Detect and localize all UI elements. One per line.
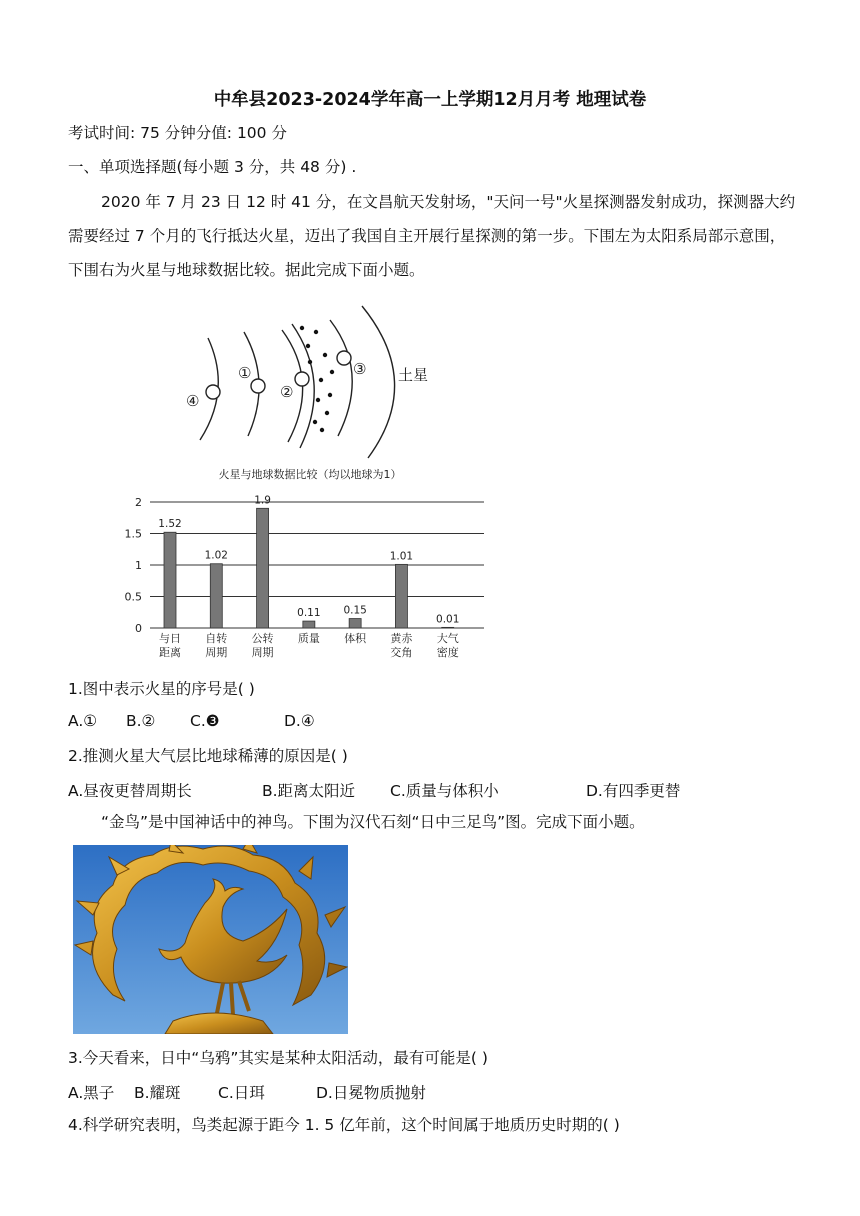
x-tick-label: 距离 bbox=[159, 646, 181, 659]
data-label: 1.9 bbox=[254, 494, 271, 507]
q1-option-d[interactable]: D.④ bbox=[284, 712, 315, 730]
x-tick-label: 周期 bbox=[205, 646, 228, 659]
q2-stem: 2.推测火星大气层比地球稀薄的原因是( ) bbox=[68, 747, 348, 765]
label-saturn: 土星 bbox=[398, 366, 429, 384]
x-tick-label: 交角 bbox=[390, 646, 413, 659]
q1-stem: 1.图中表示火星的序号是( ) bbox=[68, 680, 255, 698]
q1-option-b[interactable]: B.② bbox=[126, 712, 156, 730]
exam-title: 中牟县2023-2024学年高一上学期12月月考 地理试卷 bbox=[213, 90, 647, 110]
q4-stem: 4.科学研究表明，鸟类起源于距今 1. 5 亿年前，这个时间属于地质历史时期的( ) bbox=[68, 1116, 620, 1134]
bar bbox=[210, 564, 222, 628]
q2-option-a[interactable]: A.昼夜更替周期长 bbox=[68, 782, 192, 800]
data-label: 1.01 bbox=[389, 550, 414, 563]
q2-option-d[interactable]: D.有四季更替 bbox=[586, 782, 681, 800]
bar bbox=[349, 619, 361, 628]
orbit-arc-saturn bbox=[362, 306, 395, 458]
x-tick-label: 大气 bbox=[436, 632, 459, 645]
bar bbox=[257, 508, 269, 628]
data-label: 1.02 bbox=[204, 549, 228, 562]
label-1: ① bbox=[238, 364, 252, 382]
y-tick-label: 2 bbox=[135, 496, 142, 509]
q3-stem: 3.今天看来，日中“乌鸦”其实是某种太阳活动，最有可能是( ) bbox=[68, 1049, 488, 1067]
passage-tianwen: 2020 年 7 月 23 日 12 时 41 分，在文昌航天发射场，"天问一号"火星探测器发射成功，探测器大约需要经过 7 个月的飞行抵达火星，迈出了我国自主开展行星探测的第一步。下围左为太阳系局部示意围，下围右为火星与地球数据比较。据此完成下面小题。 bbox=[68, 193, 796, 279]
x-tick-label: 周期 bbox=[251, 646, 274, 659]
data-label: 1.52 bbox=[158, 518, 182, 531]
mars-earth-bar-chart bbox=[120, 464, 500, 664]
y-tick-label: 1 bbox=[135, 559, 142, 572]
q1-option-c[interactable]: C.❸ bbox=[190, 712, 220, 730]
planet-1 bbox=[251, 379, 265, 393]
data-label: 0.11 bbox=[297, 607, 321, 620]
x-tick-label: 与日 bbox=[159, 632, 181, 645]
q3-option-d[interactable]: D.日冕物质抛射 bbox=[316, 1084, 426, 1102]
q1-option-a[interactable]: A.① bbox=[68, 712, 98, 730]
bar bbox=[303, 621, 315, 628]
y-tick-label: 1.5 bbox=[124, 527, 142, 541]
exam-info: 考试时间: 75 分钟分值: 100 分 bbox=[68, 124, 287, 142]
q3-option-c[interactable]: C.日珥 bbox=[218, 1084, 265, 1102]
section-heading: 一、单项选择题(每小题 3 分，共 48 分) . bbox=[68, 158, 357, 176]
x-tick-label: 自转 bbox=[205, 632, 228, 645]
x-tick-label: 质量 bbox=[297, 632, 320, 645]
x-tick-label: 体积 bbox=[344, 632, 367, 645]
three-legged-bird-image bbox=[73, 845, 348, 1034]
label-2: ② bbox=[280, 383, 294, 401]
orbit-arc-3 bbox=[330, 320, 352, 436]
chart-title: 火星与地球数据比较（均以地球为1） bbox=[218, 468, 402, 481]
y-tick-label: 0 bbox=[135, 622, 142, 635]
label-3: ③ bbox=[353, 360, 367, 378]
x-tick-label: 密度 bbox=[436, 646, 459, 659]
solar-system-diagram bbox=[180, 300, 470, 460]
q3-option-a[interactable]: A.黑子 bbox=[68, 1084, 115, 1102]
bar bbox=[395, 564, 407, 628]
data-label: 0.15 bbox=[343, 604, 367, 617]
y-tick-label: 0.5 bbox=[124, 590, 142, 604]
q2-option-b[interactable]: B.距离太阳近 bbox=[262, 782, 356, 800]
x-tick-label: 黄赤 bbox=[390, 632, 413, 645]
data-label: 0.01 bbox=[436, 613, 460, 626]
x-tick-label: 公转 bbox=[251, 632, 274, 645]
planet-4 bbox=[206, 385, 220, 399]
bar bbox=[164, 532, 176, 628]
passage-golden-bird: “金鸟”是中国神话中的神鸟。下围为汉代石刻“日中三足鸟”图。完成下面小题。 bbox=[101, 813, 645, 831]
planet-3 bbox=[337, 351, 351, 365]
label-4: ④ bbox=[186, 392, 200, 410]
planet-2 bbox=[295, 372, 309, 386]
q2-option-c[interactable]: C.质量与体积小 bbox=[390, 782, 499, 800]
q3-option-b[interactable]: B.耀斑 bbox=[134, 1084, 181, 1102]
bar bbox=[442, 627, 454, 628]
